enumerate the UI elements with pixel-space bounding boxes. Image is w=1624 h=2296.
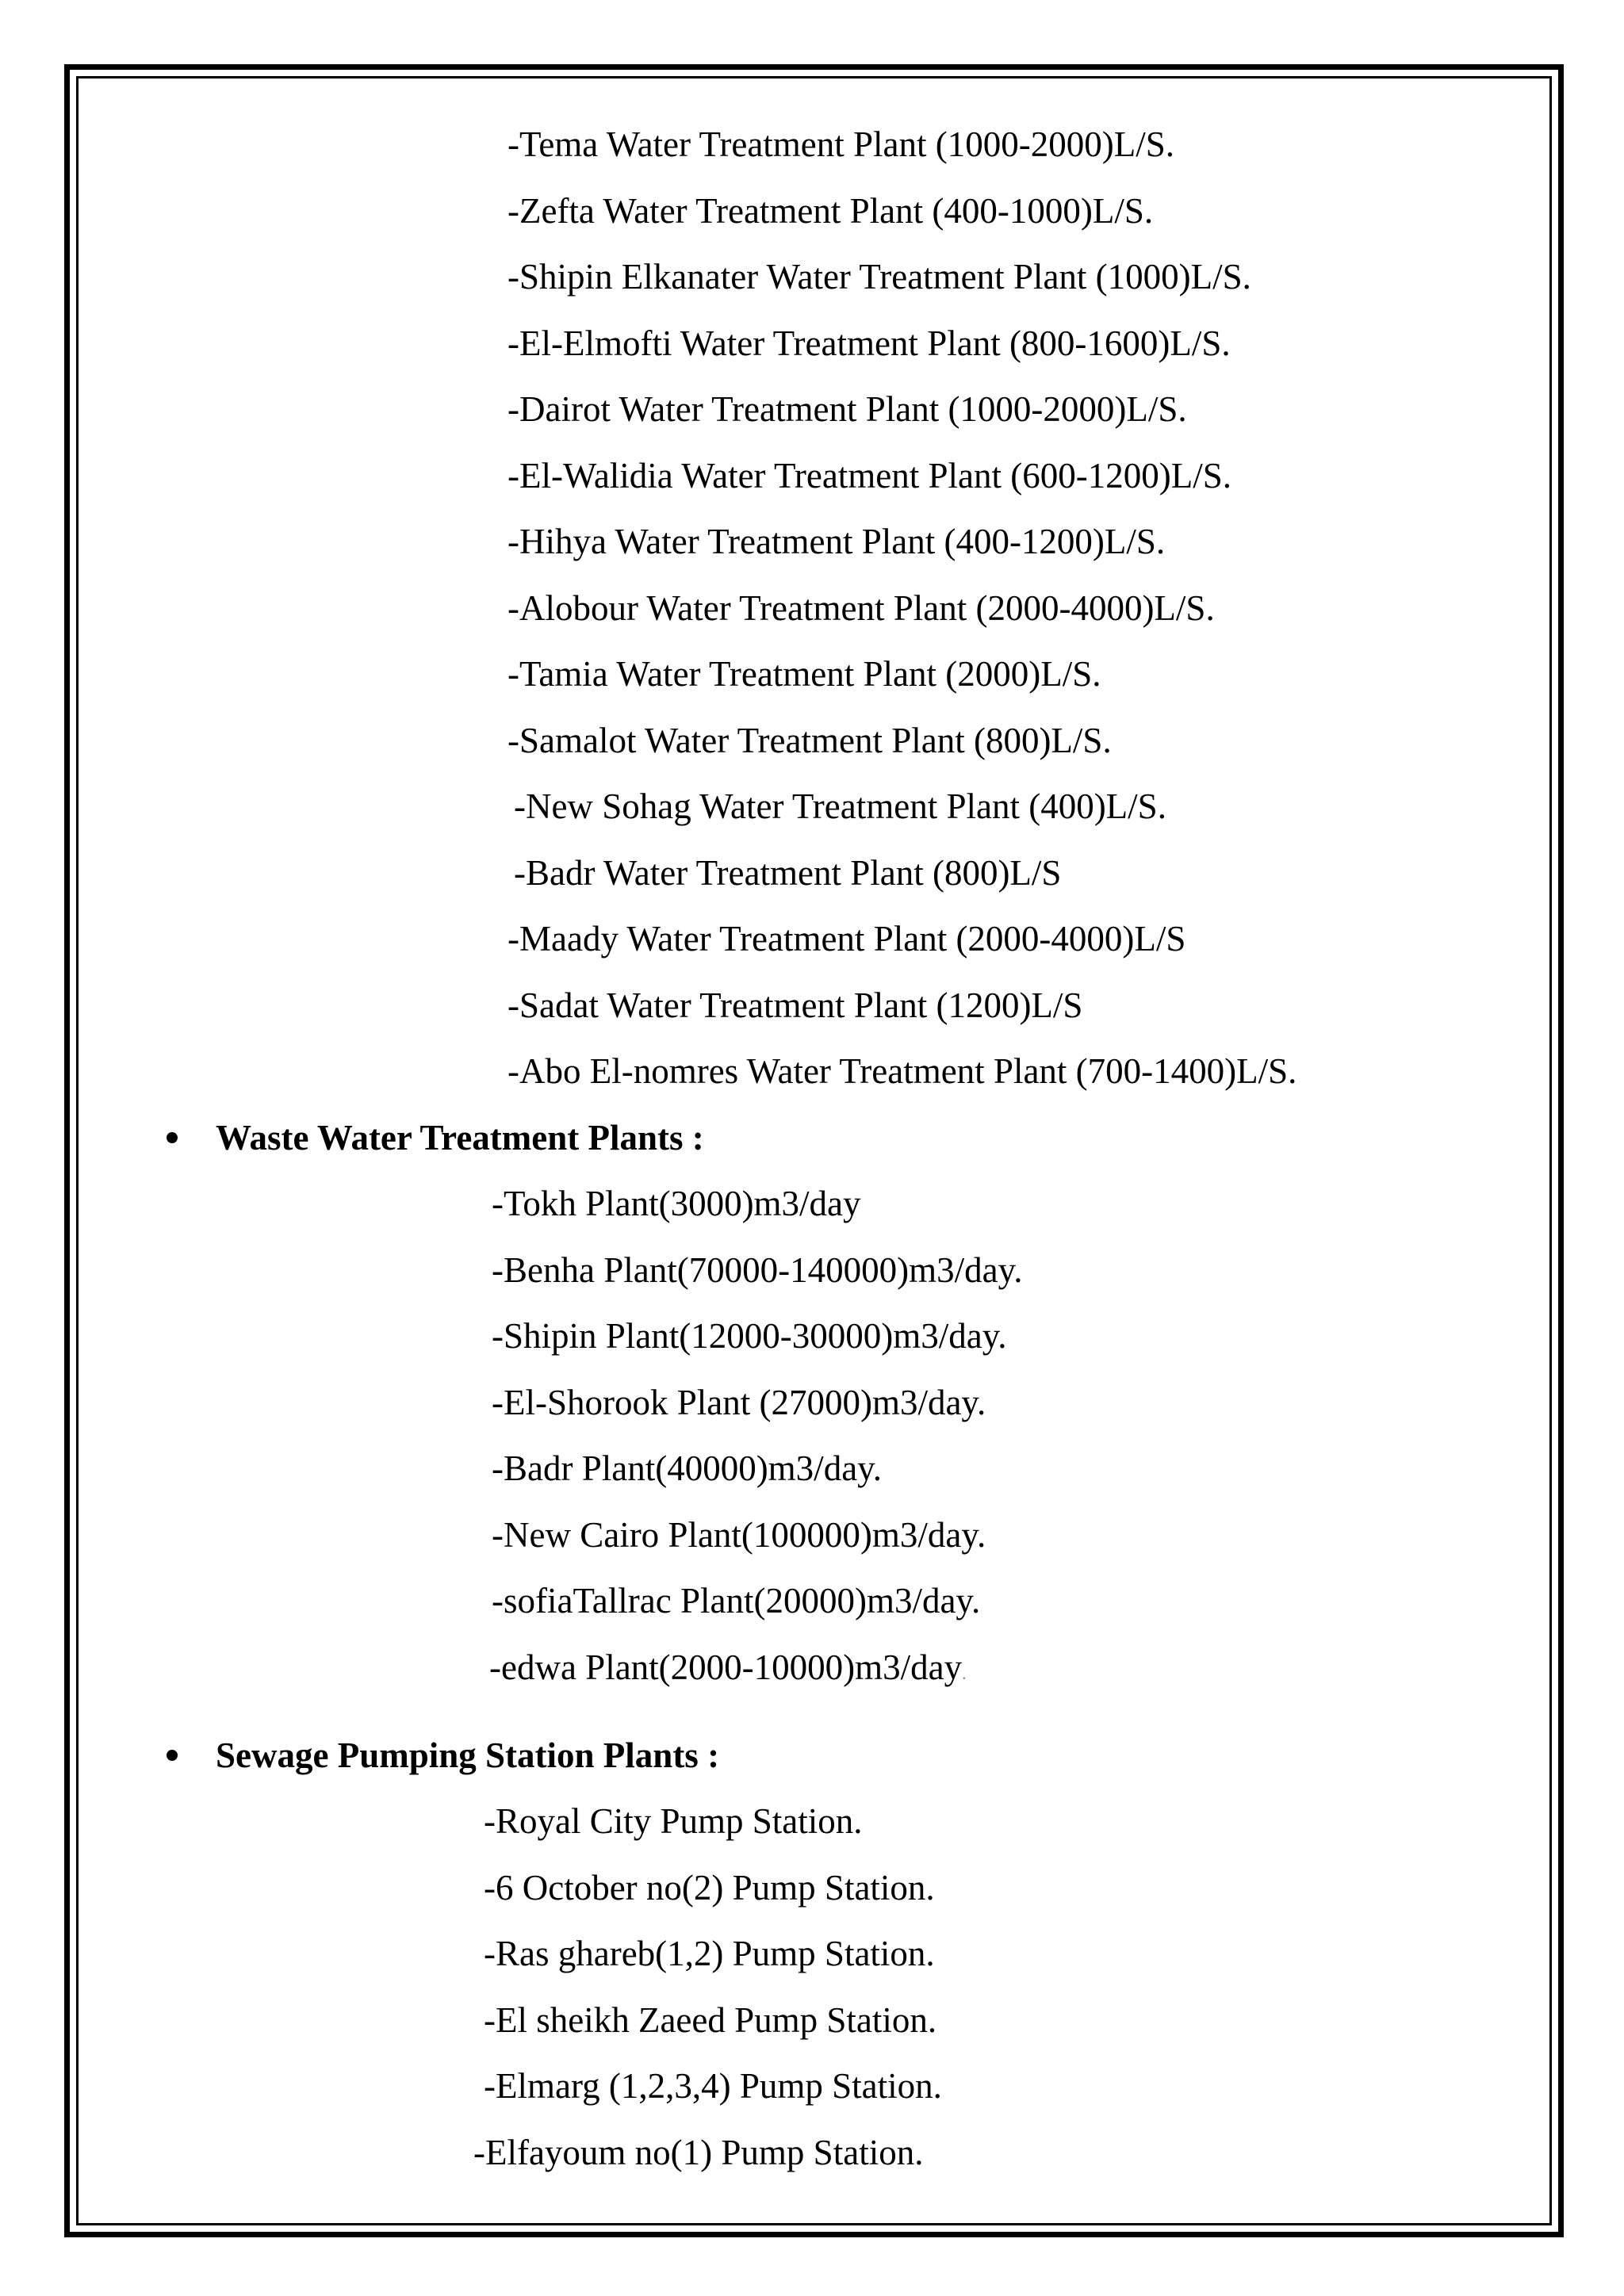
list-item: -Badr Plant(40000)m3/day. <box>492 1448 882 1488</box>
section-heading-waste-water: Waste Water Treatment Plants : <box>216 1118 704 1158</box>
list-item: -sofiaTallrac Plant(20000)m3/day. <box>492 1581 981 1621</box>
list-item: -Abo El-nomres Water Treatment Plant (700-1400)L/S. <box>508 1051 1297 1091</box>
list-item: -Zefta Water Treatment Plant (400-1000)L/S. <box>508 191 1154 231</box>
list-item: -6 October no(2) Pump Station. <box>484 1868 935 1908</box>
list-item <box>489 1647 967 1694</box>
list-item: -Royal City Pump Station. <box>484 1801 863 1841</box>
list-item: -Shipin Elkanater Water Treatment Plant (1000)L/S. <box>508 257 1251 297</box>
list-item: -New Cairo Plant(100000)m3/day. <box>492 1515 986 1555</box>
section-heading-sewage-pumping: Sewage Pumping Station Plants : <box>216 1735 720 1775</box>
list-item: -El-Elmofti Water Treatment Plant (800-1600)L/S. <box>508 323 1231 363</box>
list-item: -New Sohag Water Treatment Plant (400)L/S. <box>514 786 1166 826</box>
list-item: -Badr Water Treatment Plant (800)L/S <box>514 853 1062 893</box>
list-item: -Maady Water Treatment Plant (2000-4000)L/S <box>508 919 1186 959</box>
list-item: -Ras ghareb(1,2) Pump Station. <box>484 1934 935 1973</box>
list-item: -Benha Plant(70000-140000)m3/day. <box>492 1250 1023 1290</box>
list-item: -Tamia Water Treatment Plant (2000)L/S. <box>508 654 1101 694</box>
list-item: -Sadat Water Treatment Plant (1200)L/S <box>508 985 1083 1025</box>
list-item: -Samalot Water Treatment Plant (800)L/S. <box>508 721 1112 760</box>
list-item: -Shipin Plant(12000-30000)m3/day. <box>492 1316 1007 1356</box>
list-item: -Tokh Plant(3000)m3/day <box>492 1184 861 1223</box>
list-item: -Hihya Water Treatment Plant (400-1200)L/S. <box>508 522 1166 561</box>
list-item: -Alobour Water Treatment Plant (2000-4000)L/S. <box>508 588 1215 628</box>
list-item: -El-Shorook Plant (27000)m3/day. <box>492 1383 986 1422</box>
list-item: -Tema Water Treatment Plant (1000-2000)L/S. <box>508 124 1175 164</box>
list-item: -Dairot Water Treatment Plant (1000-2000)L/S. <box>508 389 1187 429</box>
list-item: -El sheikh Zaeed Pump Station. <box>484 2000 937 2040</box>
list-item: -Elfayoum no(1) Pump Station. <box>473 2133 924 2172</box>
bullet-icon <box>167 1750 178 1761</box>
list-item: -El-Walidia Water Treatment Plant (600-1200)L/S. <box>508 456 1232 496</box>
list-item-text: -edwa Plant(2000-10000)m3/day <box>489 1647 963 1687</box>
trailing-dot: . <box>962 1663 967 1683</box>
list-item: -Elmarg (1,2,3,4) Pump Station. <box>484 2066 942 2106</box>
bullet-icon <box>167 1132 178 1143</box>
